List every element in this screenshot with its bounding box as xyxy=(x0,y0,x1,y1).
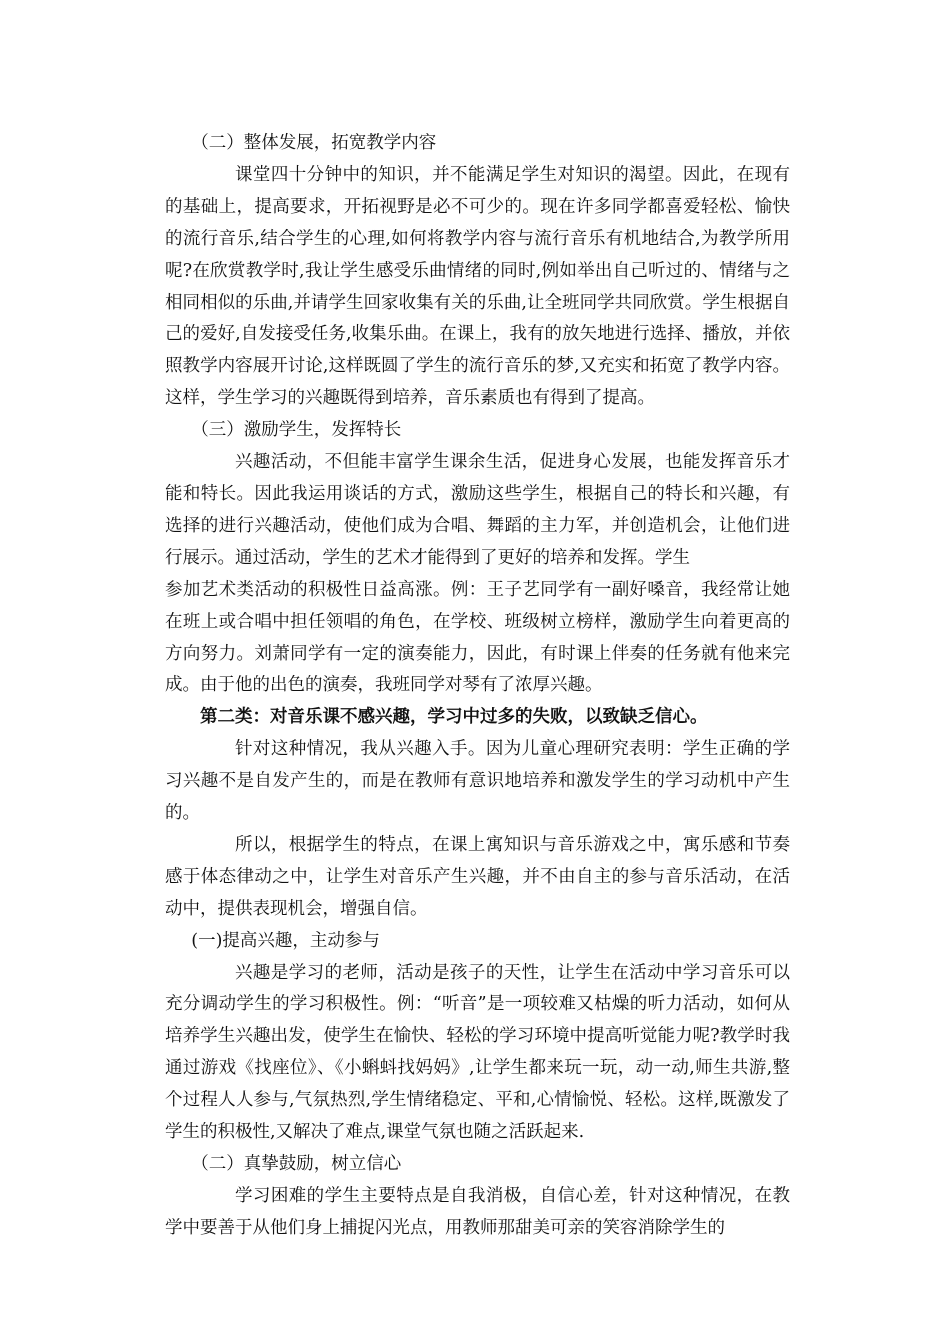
subheading-holistic-development: （二）整体发展，拓宽教学内容 xyxy=(191,133,437,153)
paragraph-broaden-content: 课堂四十分钟中的知识，并不能满足学生对知识的渴望。因此，在现有的基础上，提高要求，开拓视野是必不可少的。现在许多同学都喜爱轻松、愉快的流行音乐,结合学生的心理,如何将教学内容与流行音乐有机地结合,为教学所用呢?在欣赏教学时,我让学生感受乐曲情绪的同时,例如举出自己听过的、情绪与之相同相似的乐曲,并请学生回家收集有关的乐曲,让全班同学共同欣赏。学生根据自己的爱好,自发接受任务,收集乐曲。在课上，我有的放矢地进行选择、播放，并依照教学内容展开讨论,这样既圆了学生的流行音乐的梦,又充实和拓宽了教学内容。这样，学生学习的兴趣既得到培养，音乐素质也有得到了提高。 xyxy=(165,164,790,409)
document-body xyxy=(165,128,790,1245)
category-heading-no-interest: 第二类：对音乐课不感兴趣，学习中过多的失败，以致缺乏信心。 xyxy=(200,707,708,728)
paragraph-struggling-students: 学习困难的学生主要特点是自我消极，自信心差，针对这种情况，在教学中要善于从他们身上捕捉闪光点，用教师那甜美可亲的笑容消除学生的 xyxy=(165,1185,790,1238)
paragraph-arts-participation: 参加艺术类活动的积极性日益高涨。例：王子艺同学有一副好嗓音，我经常让她在班上或合唱中担任领唱的角色，在学校、班级树立榜样，激励学生向着更高的方向努力。刘萧同学有一定的演奏能力，因此，有时课上伴奏的任务就有他来完成。由于他的出色的演奏，我班同学对琴有了浓厚兴趣。 xyxy=(165,579,790,696)
subheading-encourage-students: （三）激励学生，发挥特长 xyxy=(191,420,402,441)
paragraph-start-from-interest: 针对这种情况，我从兴趣入手。因为儿童心理研究表明：学生正确的学习兴趣不是自发产生的，而是在教师有意识地培养和激发学生的学习动机中产生的。 xyxy=(165,739,790,824)
subheading-sincere-encouragement: （二）真挚鼓励，树立信心 xyxy=(191,1154,402,1174)
paragraph-music-games: 所以，根据学生的特点，在课上寓知识与音乐游戏之中，寓乐感和节奏感于体态律动之中，让学生对音乐产生兴趣，并不由自主的参与音乐活动，在活动中，提供表现机会，增强自信。 xyxy=(165,834,790,919)
paragraph-interest-activities: 兴趣活动，不但能丰富学生课余生活，促进身心发展，也能发挥音乐才能和特长。因此我运用谈话的方式，激励这些学生，根据自己的特长和兴趣，有选择的进行兴趣活动，使他们成为合唱、舞蹈的主力军，并创造机会，让他们进行展示。通过活动，学生的艺术才能得到了更好的培养和发挥。学生 xyxy=(165,452,790,568)
paragraph-listening-games: 兴趣是学习的老师，活动是孩子的天性，让学生在活动中学习音乐可以充分调动学生的学习积极性。例：“听音”是一项较难又枯燥的听力活动，如何从培养学生兴趣出发，使学生在愉快、轻松的学习环境中提高听觉能力呢?教学时我通过游戏《找座位》、《小蝌蚪找妈妈》,让学生都来玩一玩，动一动,师生共游,整个过程人人参与,气氛热烈,学生情绪稳定、平和,心情愉悦、轻松。这样,既激发了学生的积极性,又解决了难点,课堂气氛也随之活跃起来. xyxy=(165,962,790,1143)
subheading-raise-interest: (一)提高兴趣，主动参与 xyxy=(191,930,380,951)
